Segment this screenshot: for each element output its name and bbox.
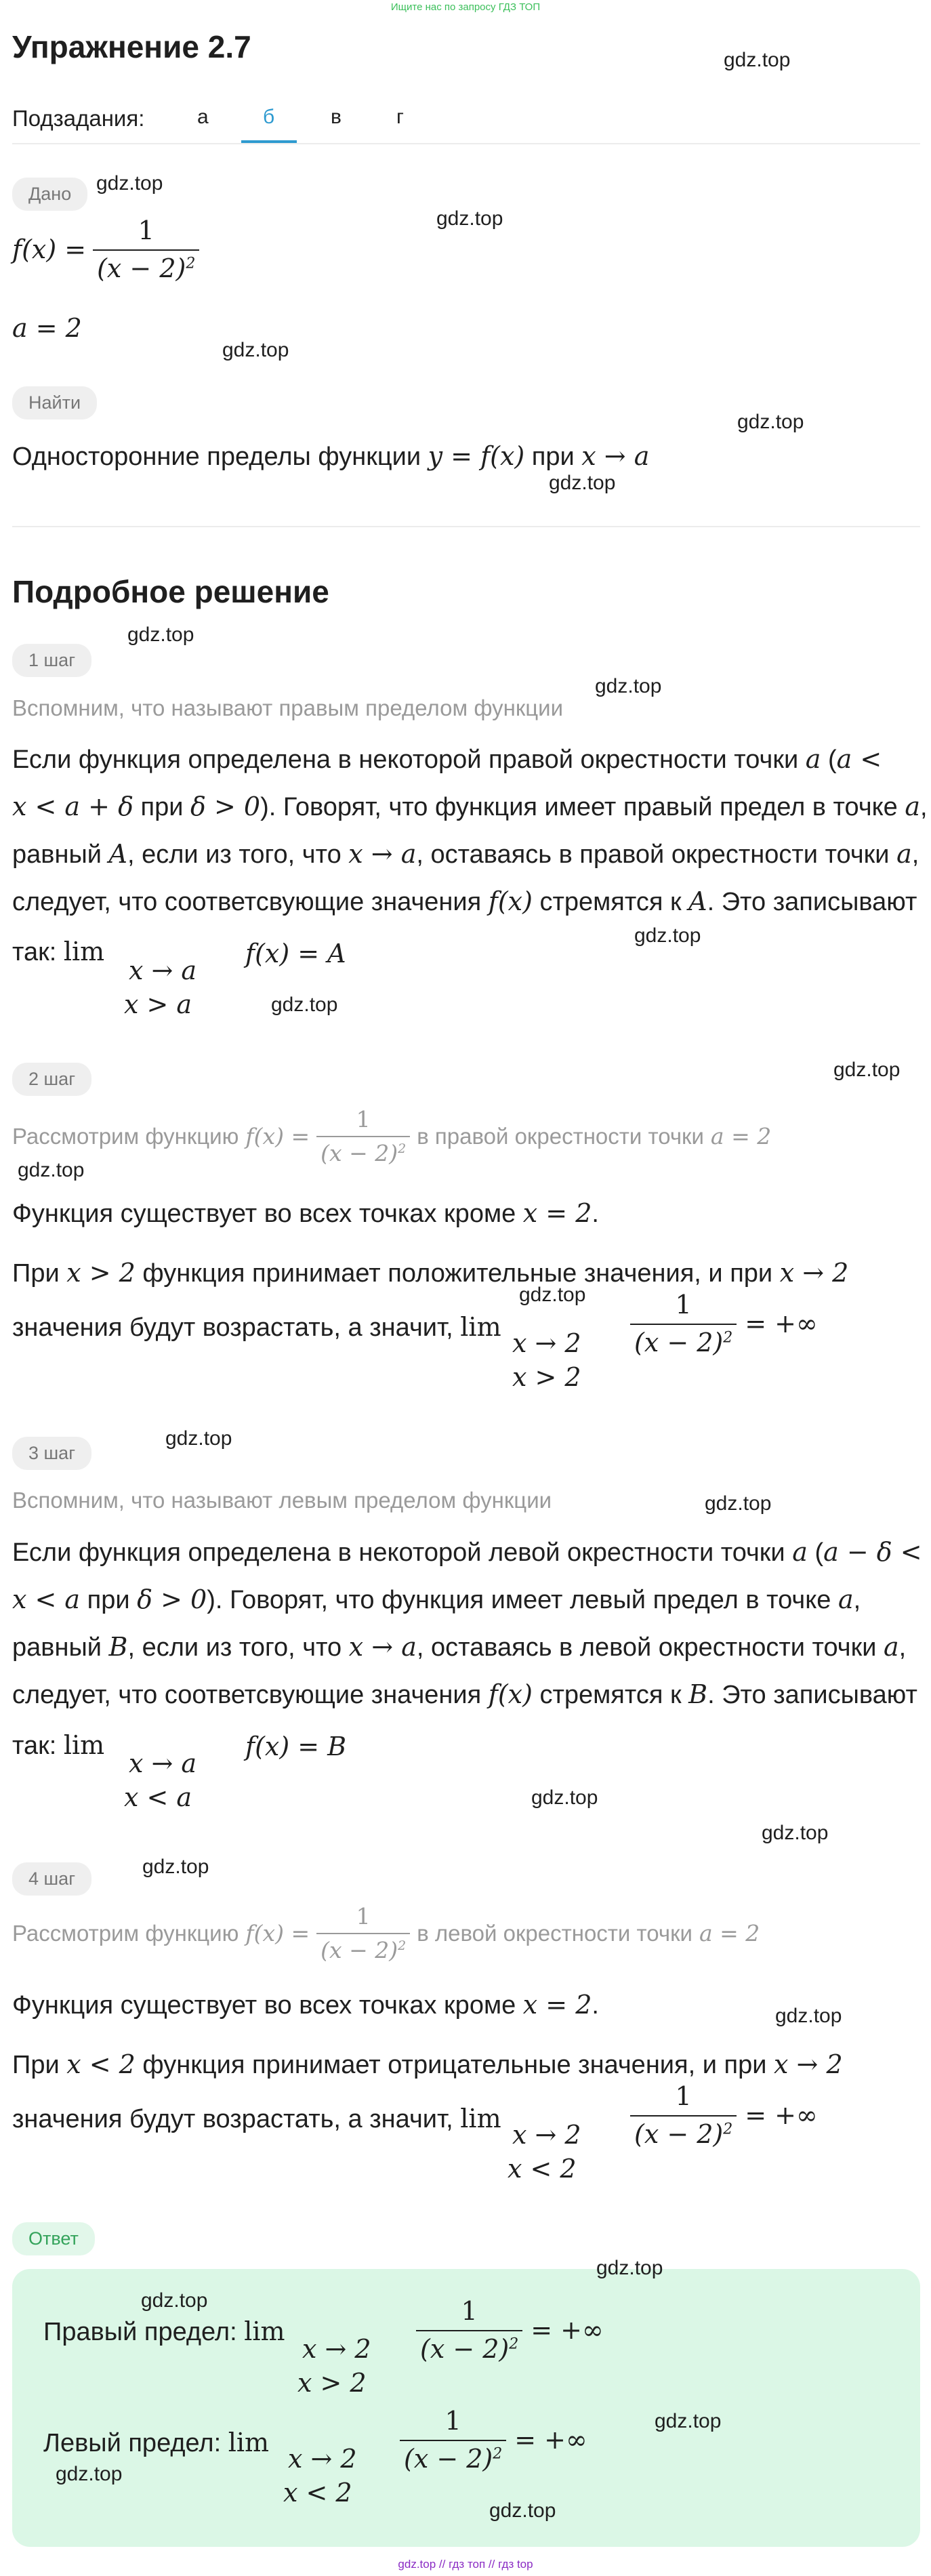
step-1-line-3: равный A, если из того, что x → a, оставаясь в правой окрестности точки a, xyxy=(12,839,919,869)
step-2-line-3: значения будут возрастать, а значит, lim xyxy=(12,1312,501,1342)
solution-title: Подробное решение xyxy=(12,574,329,609)
step-1-line-1: Если функция определена в некоторой правой окрестности точки a (a < xyxy=(12,744,882,774)
step-4-lim-sub-1: x → 2 xyxy=(512,2120,581,2150)
subtasks-label: Подзадания: xyxy=(12,106,145,131)
watermark: gdz.top xyxy=(724,49,791,71)
step-3-line-1: Если функция определена в некоторой левой окрестности точки a (a − δ < xyxy=(12,1537,922,1567)
answer-badge: Ответ xyxy=(12,2222,95,2255)
step-1-line-5: так: lim xyxy=(12,937,105,966)
step-3-lim-sub-1: x → a xyxy=(129,1749,197,1778)
given-badge: Дано xyxy=(12,178,87,211)
watermark: gdz.top xyxy=(271,994,338,1016)
watermark: gdz.top xyxy=(141,2289,208,2312)
watermark: gdz.top xyxy=(18,1159,85,1181)
step-4-lim-expr: $\frac{1}{(x - 2)^2}$ = +∞ xyxy=(630,2081,818,2150)
step-2-line-2: При x > 2 функция принимает положительные значения, и при x → 2 xyxy=(12,1258,849,1288)
step-3-line-4: следует, что соответсвующие значения f(x) стремятся к B. Это записывают xyxy=(12,1679,917,1709)
step-1-lim-sub-1: x → a xyxy=(129,956,197,985)
top-note: Ищите нас по запросу ГДЗ ТОП xyxy=(390,1,541,13)
watermark: gdz.top xyxy=(222,339,289,361)
step-4-badge: 4 шаг xyxy=(12,1862,91,1896)
answer-right-expr: $\frac{1}{(x - 2)^2}$ = +∞ xyxy=(416,2296,604,2365)
watermark: gdz.top xyxy=(762,1822,829,1844)
step-1-lim-expr: f(x) = A xyxy=(245,939,346,968)
step-4-hint: Рассмотрим функцию f(x) = $\frac{1}{(x - 2)^2}$ в левой окрестности точки a = 2 xyxy=(12,1903,760,1963)
tab-b[interactable]: б xyxy=(263,106,275,128)
find-text: Односторонние пределы функции y = f(x) при x → a xyxy=(12,441,650,471)
step-1-lim-sub-2: x > a xyxy=(124,989,192,1019)
watermark: gdz.top xyxy=(833,1059,901,1081)
watermark: gdz.top xyxy=(436,207,503,230)
answer-right-label: Правый предел: lim xyxy=(43,2316,285,2346)
answer-left-sub-1: x → 2 xyxy=(288,2444,357,2474)
step-1-line-2: x < a + δ при δ > 0). Говорят, что функция имеет правый предел в точке a, xyxy=(12,792,928,821)
watermark: gdz.top xyxy=(489,2499,556,2522)
step-2-badge: 2 шаг xyxy=(12,1063,91,1096)
step-3-hint: Вспомним, что называют левым пределом функции xyxy=(12,1488,552,1513)
footer: gdz.top // гдз топ // гдз top xyxy=(398,2558,533,2571)
page-title: Упражнение 2.7 xyxy=(12,29,251,64)
watermark: gdz.top xyxy=(596,2257,663,2279)
step-3-line-2: x < a при δ > 0). Говорят, что функция имеет левый предел в точке a, xyxy=(12,1585,861,1614)
step-3-lim-expr: f(x) = B xyxy=(245,1732,347,1761)
divider xyxy=(12,143,920,144)
watermark: gdz.top xyxy=(705,1492,772,1515)
answer-right-sub-1: x → 2 xyxy=(302,2334,371,2364)
watermark: gdz.top xyxy=(737,411,804,433)
tab-a[interactable]: а xyxy=(197,106,209,128)
watermark: gdz.top xyxy=(655,2410,722,2432)
watermark: gdz.top xyxy=(165,1427,232,1450)
step-2-lim-expr: $\frac{1}{(x - 2)^2}$ = +∞ xyxy=(630,1290,818,1358)
divider xyxy=(12,526,920,527)
step-3-badge: 3 шаг xyxy=(12,1437,91,1470)
answer-left-sub-2: x < 2 xyxy=(283,2478,352,2508)
answer-left-label: Левый предел: lim xyxy=(43,2428,270,2457)
watermark: gdz.top xyxy=(127,623,194,646)
watermark: gdz.top xyxy=(595,675,662,697)
tab-g[interactable]: г xyxy=(396,106,404,128)
step-3-line-3: равный B, если из того, что x → a, оставаясь в левой окрестности точки a, xyxy=(12,1632,907,1662)
step-4-lim-sub-2: x < 2 xyxy=(508,2154,577,2184)
watermark: gdz.top xyxy=(56,2463,123,2485)
watermark: gdz.top xyxy=(775,2005,842,2027)
step-4-line-2: При x < 2 функция принимает отрицательные значения, и при x → 2 xyxy=(12,2049,843,2079)
watermark: gdz.top xyxy=(519,1284,586,1306)
given-a-value: a = 2 xyxy=(12,313,82,343)
tab-v[interactable]: в xyxy=(331,106,342,128)
answer-left-expr: $\frac{1}{(x - 2)^2}$ = +∞ xyxy=(400,2406,587,2474)
watermark: gdz.top xyxy=(634,924,701,947)
step-1-line-4: следует, что соответсвующие значения f(x) стремятся к A. Это записывают xyxy=(12,886,917,916)
given-function: f(x) = $\frac{1}{(x - 2)^2}$ xyxy=(12,216,199,284)
step-4-line-1: Функция существует во всех точках кроме x = 2. xyxy=(12,1990,599,2020)
step-3-lim-sub-2: x < a xyxy=(124,1782,192,1812)
watermark: gdz.top xyxy=(142,1856,209,1878)
find-badge: Найти xyxy=(12,386,97,420)
step-2-lim-sub-1: x → 2 xyxy=(512,1328,581,1358)
watermark: gdz.top xyxy=(96,172,163,195)
step-1-hint: Вспомним, что называют правым пределом функции xyxy=(12,695,564,720)
step-2-hint: Рассмотрим функцию f(x) = $\frac{1}{(x - 2)^2}$ в правой окрестности точки a = 2 xyxy=(12,1106,772,1166)
step-3-line-5: так: lim xyxy=(12,1730,105,1760)
answer-right-sub-2: x > 2 xyxy=(297,2368,367,2398)
watermark: gdz.top xyxy=(549,472,616,494)
step-1-badge: 1 шаг xyxy=(12,644,91,677)
watermark: gdz.top xyxy=(531,1786,598,1809)
step-2-line-1: Функция существует во всех точках кроме x = 2. xyxy=(12,1198,599,1228)
step-2-lim-sub-2: x > 2 xyxy=(512,1362,581,1392)
step-4-line-3: значения будут возрастать, а значит, lim xyxy=(12,2104,501,2133)
